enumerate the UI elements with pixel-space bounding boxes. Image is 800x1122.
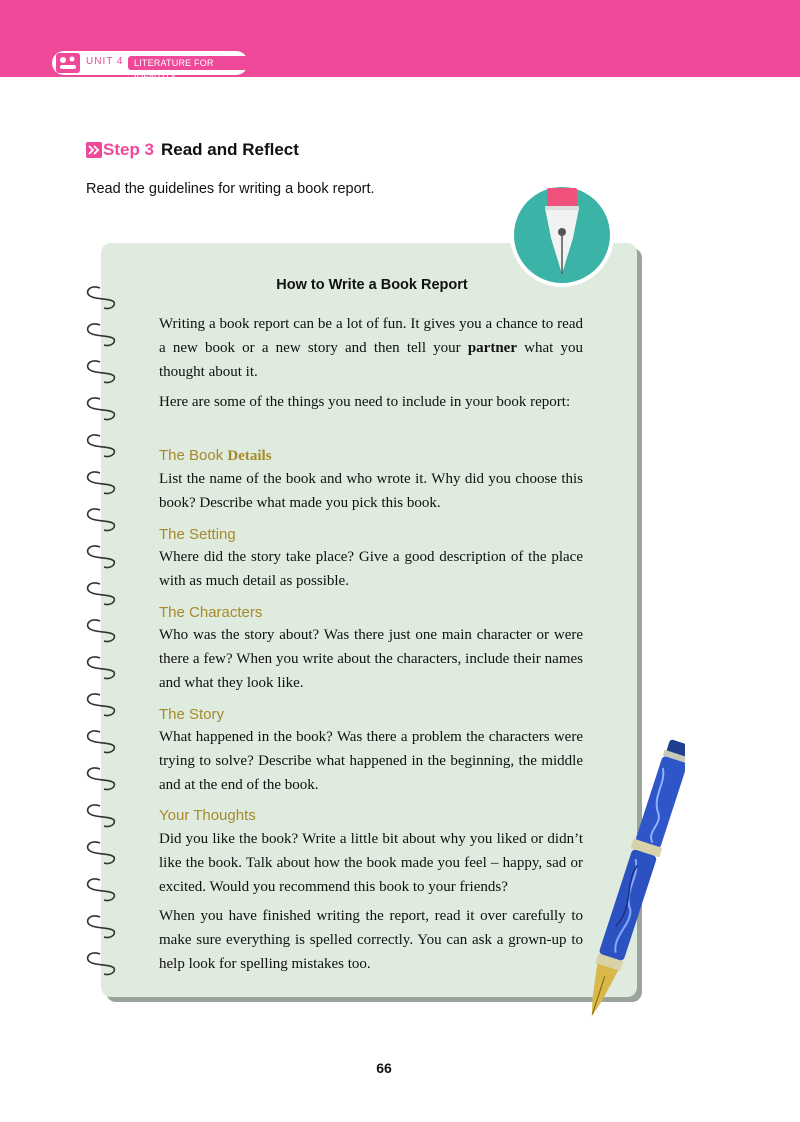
section-heading-setting: The Setting [159,526,236,543]
section-heading-book-details: The Book Details [159,447,272,464]
intro-paragraph-2: Here are some of the things you need to include in your book report: [159,394,571,410]
unit-label: UNIT 4 [86,56,124,67]
section-text-setting: Where did the story take place? Give a good description of the place with as much detail as possible. [159,549,583,589]
section-text-book-details: List the name of the book and who wrote it. Why did you choose this book? Describe what made you pick this book. [159,471,583,511]
section-heading-story: The Story [159,706,225,723]
step-title: Read and Reflect [161,140,299,159]
section-text-characters: Who was the story about? Was there just one main character or were there a few? When you write about the characters, include their names and what they look like. [159,627,583,691]
unit-badge [52,51,248,82]
section-text-thoughts: Did you like the book? Write a little bit about why you liked or didn’t like the book. Talk about how the book made you feel – happy, sad or excited. Would you recommend this book to your friends? [159,831,583,895]
unit-title: LITERATURE FOR IDENTITY [128,56,248,70]
spiral-binding [80,282,130,982]
fountain-pen-icon [585,735,685,1025]
double-chevron-right-icon [86,142,102,158]
pen-nib-icon [509,182,615,288]
section-heading-thoughts: Your Thoughts [159,807,256,824]
bold-word: partner [467,340,517,356]
spiral-rings [88,287,115,975]
card-title: How to Write a Book Report [276,277,468,293]
section-heading-characters: The Characters [159,604,263,621]
intro-paragraph-1: Writing a book report can be a lot of fun. It gives you a chance to read a new book or a new story and then tell your partner what you thought about it. [159,316,583,380]
section-text-story: What happened in the book? Was there a problem the characters were trying to solve? Describe what happened in the beginning, the middle and at the end of the book. [159,729,583,793]
instruction-text: Read the guidelines for writing a book report. [86,181,375,197]
closing-paragraph: When you have finished writing the report, read it over carefully to make sure everything is spelled correctly. You can ask a grown-up to help look for spelling mistakes too. [159,908,583,972]
step-number: Step 3 [103,140,155,159]
page-number: 66 [376,1060,392,1076]
unit-logo-icon [56,53,80,73]
